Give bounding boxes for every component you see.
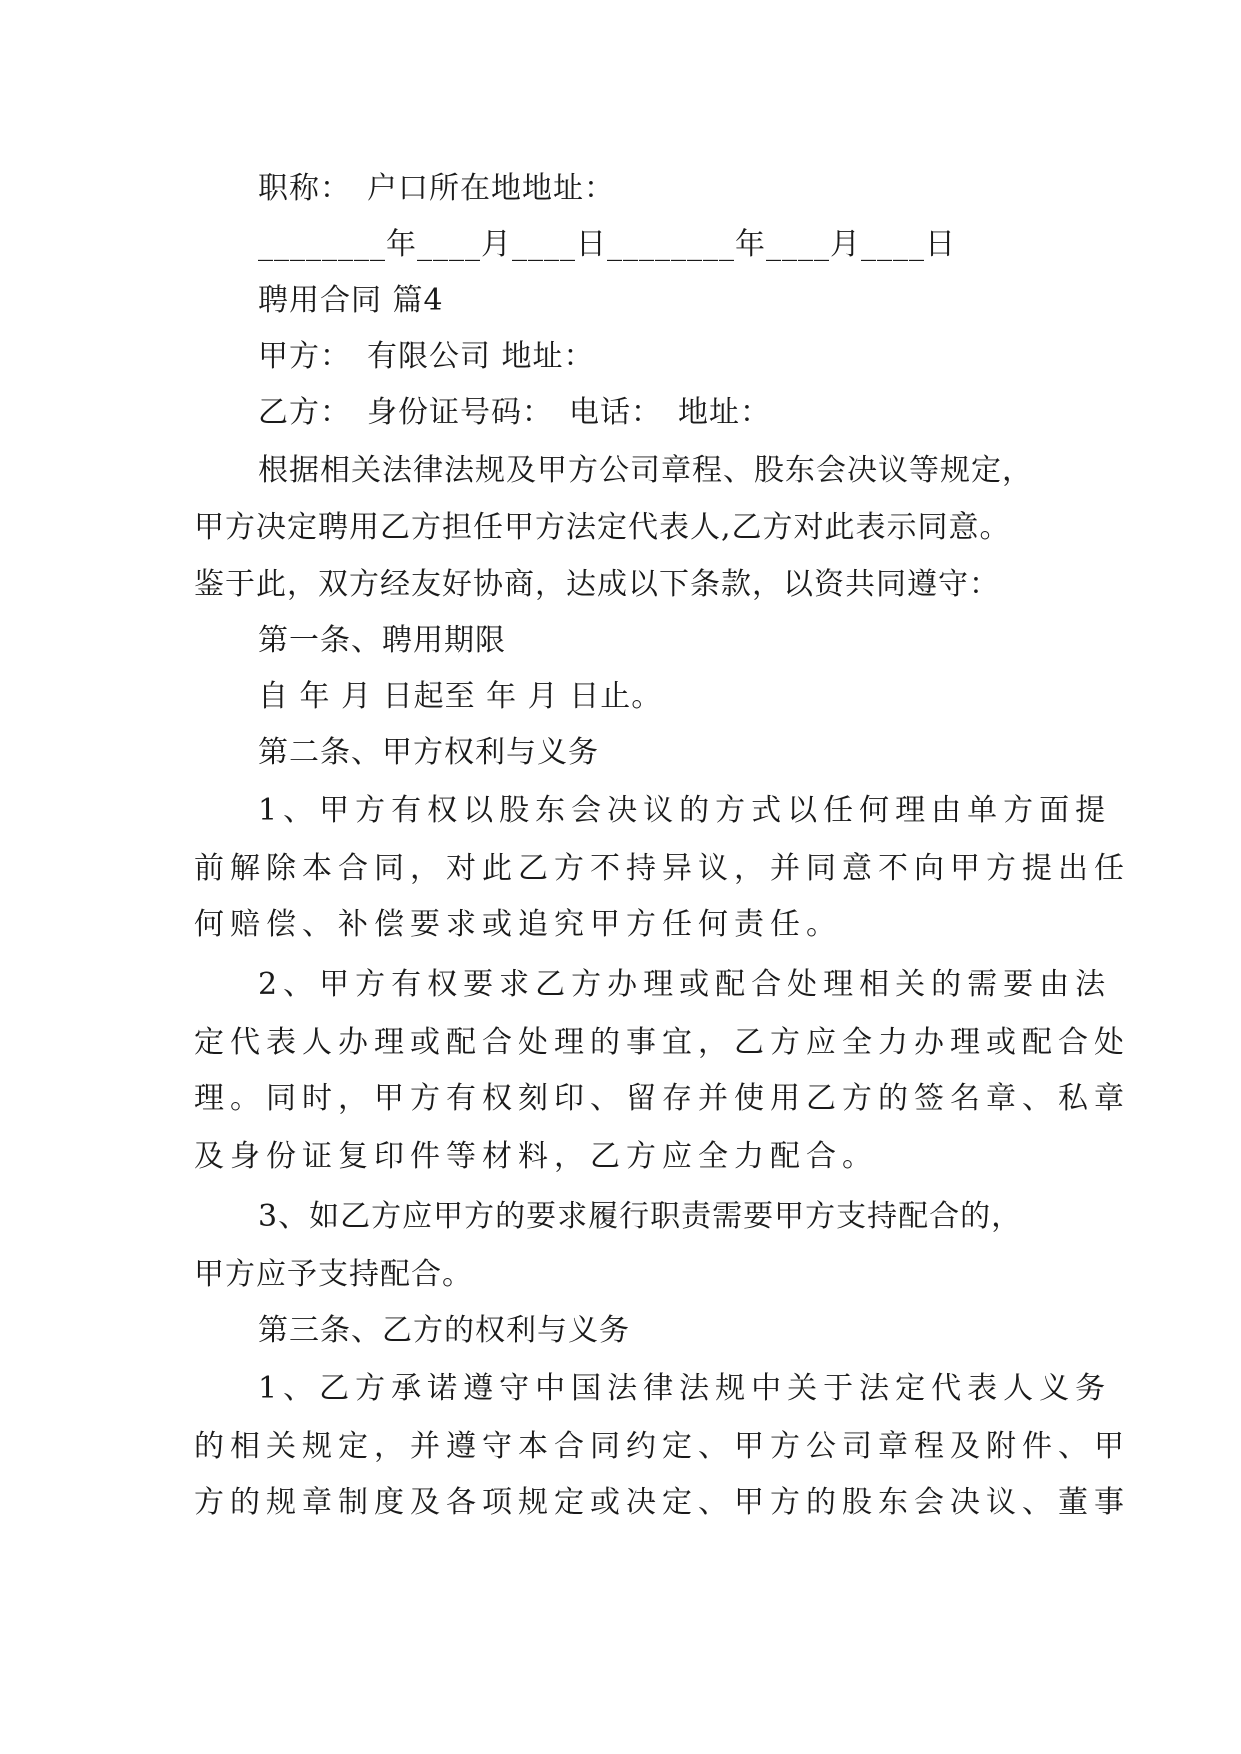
article-2-item-1-line-1: 1、甲方有权以股东会决议的方式以任何理由单方面提 — [258, 793, 1112, 828]
party-b-line: 乙方： 身份证号码： 电话： 地址： — [258, 395, 771, 430]
preamble-line-2: 甲方决定聘用乙方担任甲方法定代表人,乙方对此表示同意。 — [194, 510, 1011, 545]
article-2-item-1-line-2: 前解除本合同，对此乙方不持异议，并同意不向甲方提出任 — [194, 851, 1130, 886]
article-2-item-2-line-3: 理。同时，甲方有权刻印、留存并使用乙方的签名章、私章 — [194, 1081, 1130, 1116]
article-2-item-2-line-2: 定代表人办理或配合处理的事宜，乙方应全力办理或配合处 — [194, 1025, 1130, 1060]
article-2-item-2-line-4: 及身份证复印件等材料，乙方应全力配合。 — [194, 1139, 878, 1174]
article-3-item-1-line-2: 的相关规定，并遵守本合同约定、甲方公司章程及附件、甲 — [194, 1429, 1130, 1464]
article-2-item-3-line-2: 甲方应予支持配合。 — [194, 1257, 473, 1292]
title-address-line: 职称： 户口所在地地址： — [258, 171, 615, 206]
date-blank-line: ________年____月____日________年____月____日 — [258, 227, 956, 262]
article-3-item-1-line-3: 方的规章制度及各项规定或决定、甲方的股东会决议、董事 — [194, 1485, 1130, 1520]
article-1-heading: 第一条、聘用期限 — [258, 623, 506, 658]
contract-heading: 聘用合同 篇4 — [258, 283, 444, 318]
article-3-item-1-line-1: 1、乙方承诺遵守中国法律法规中关于法定代表人义务 — [258, 1371, 1112, 1406]
article-2-item-3-line-1: 3、如乙方应甲方的要求履行职责需要甲方支持配合的， — [258, 1199, 1023, 1234]
term-line: 自 年 月 日起至 年 月 日止。 — [258, 679, 663, 714]
article-2-item-2-line-1: 2、甲方有权要求乙方办理或配合处理相关的需要由法 — [258, 967, 1112, 1002]
article-2-item-1-line-3: 何赔偿、补偿要求或追究甲方任何责任。 — [194, 907, 842, 942]
preamble-line-1: 根据相关法律法规及甲方公司章程、股东会决议等规定， — [258, 453, 1033, 488]
party-a-line: 甲方： 有限公司 地址： — [258, 339, 595, 374]
preamble-line-3: 鉴于此，双方经友好协商，达成以下条款，以资共同遵守： — [194, 567, 1000, 602]
article-3-heading: 第三条、乙方的权利与义务 — [258, 1313, 630, 1348]
article-2-heading: 第二条、甲方权利与义务 — [258, 735, 599, 770]
